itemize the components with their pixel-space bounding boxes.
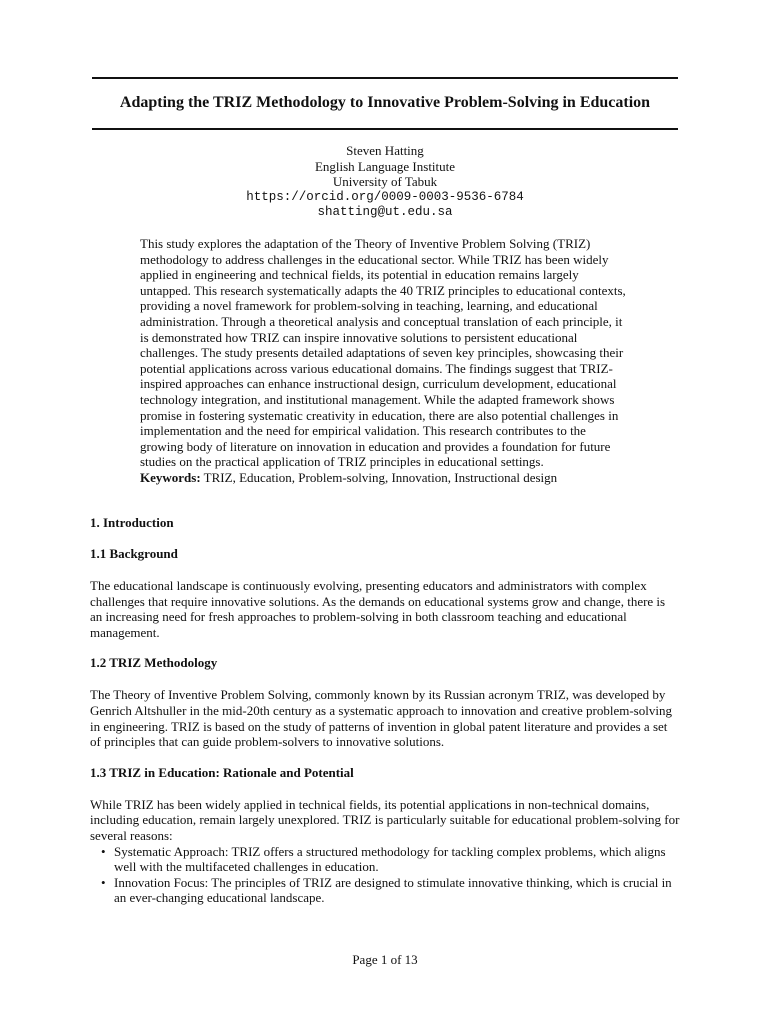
page-number: Page 1 of 13 [352,952,418,967]
title-bottom-rule [92,128,678,130]
body-text [90,515,680,906]
keywords-list: TRIZ, Education, Problem-solving, Innovation, Instructional design [200,469,558,485]
author-block [92,143,678,221]
author-email[interactable]: shatting@ut.edu.sa [317,205,453,219]
author-name: Steven Hatting [346,143,424,158]
bullet-marker: • [101,874,106,890]
abstract [140,236,630,486]
reasons-list [90,844,680,906]
triz-education-paragraph: While TRIZ has been widely applied in technical fields, its potential applications in non-technical domains, including education, remain largely unexplored. TRIZ is particularly suitable for educational problem-solving for several reasons: [90,796,680,843]
bullet-marker: • [101,843,106,859]
list-item: • Systematic Approach: TRIZ offers a structured methodology for tackling complex problems, which aligns well with the multifaceted challenges in education. [101,843,666,875]
orcid-link[interactable]: https://orcid.org/0009-0003-9536-6784 [246,189,524,204]
abstract-text: This study explores the adaptation of the Theory of Inventive Problem Solving (TRIZ) methodology to address challenges in the educational sector. While TRIZ has been widely applied in engineering and technical fields, its potential in education remains largely untapped. This research systematically adapts the 40 TRIZ principles to educational contexts, providing a novel framework for problem-solving in teaching, learning, and educational administration. Through a theoretical analysis and conceptual translation of each principle, it is demonstrated how TRIZ can inspire innovative solutions to persistent educational challenges. The study presents detailed adaptations of seven key principles, showcasing their potential applications across various educational domains. The findings suggest that TRIZ-inspired approaches can enhance instructional design, curriculum development, educational technology integration, and institutional management. While the adapted framework shows promise in fostering systematic creativity in education, there are also potential challenges in implementation and the need for empirical validation. This research contributes to the growing body of literature on innovation in education and provides a foundation for future studies on the practical application of TRIZ principles in educational settings. [140,236,626,470]
keywords-label: Keywords: [140,469,201,485]
author-university: University of Tabuk [332,174,438,189]
list-item: • Innovation Focus: The principles of TRIZ are designed to stimulate innovative thinking, which is crucial in an ever-changing educational landscape. [101,874,672,906]
background-paragraph: The educational landscape is continuously evolving, presenting educators and administrators with complex challenges that require innovative solutions. As the demands on educational systems grow and change, there is an increasing need for fresh approaches to problem-solving in both classroom teaching and educational management. [90,578,666,640]
paper-title: Adapting the TRIZ Methodology to Innovative Problem-Solving in Education [119,94,651,111]
section-heading-background: 1.1 Background [90,546,178,561]
triz-methodology-paragraph: The Theory of Inventive Problem Solving, commonly known by its Russian acronym TRIZ, was developed by Genrich Altshuller in the mid-20th century as a systematic approach to innovation and creative problem-solving in engineering. TRIZ is based on the study of patterns of invention in global patent literature and provides a set of principles that can guide problem-solvers to innovative solutions. [90,687,672,750]
author-affiliation: English Language Institute [314,158,456,174]
keywords-line [140,470,630,486]
section-heading-introduction: 1. Introduction [90,515,174,530]
section-heading-triz-methodology: 1.2 TRIZ Methodology [90,655,218,671]
title-top-rule [92,77,678,79]
section-heading-triz-education: 1.3 TRIZ in Education: Rationale and Potential [90,764,354,780]
